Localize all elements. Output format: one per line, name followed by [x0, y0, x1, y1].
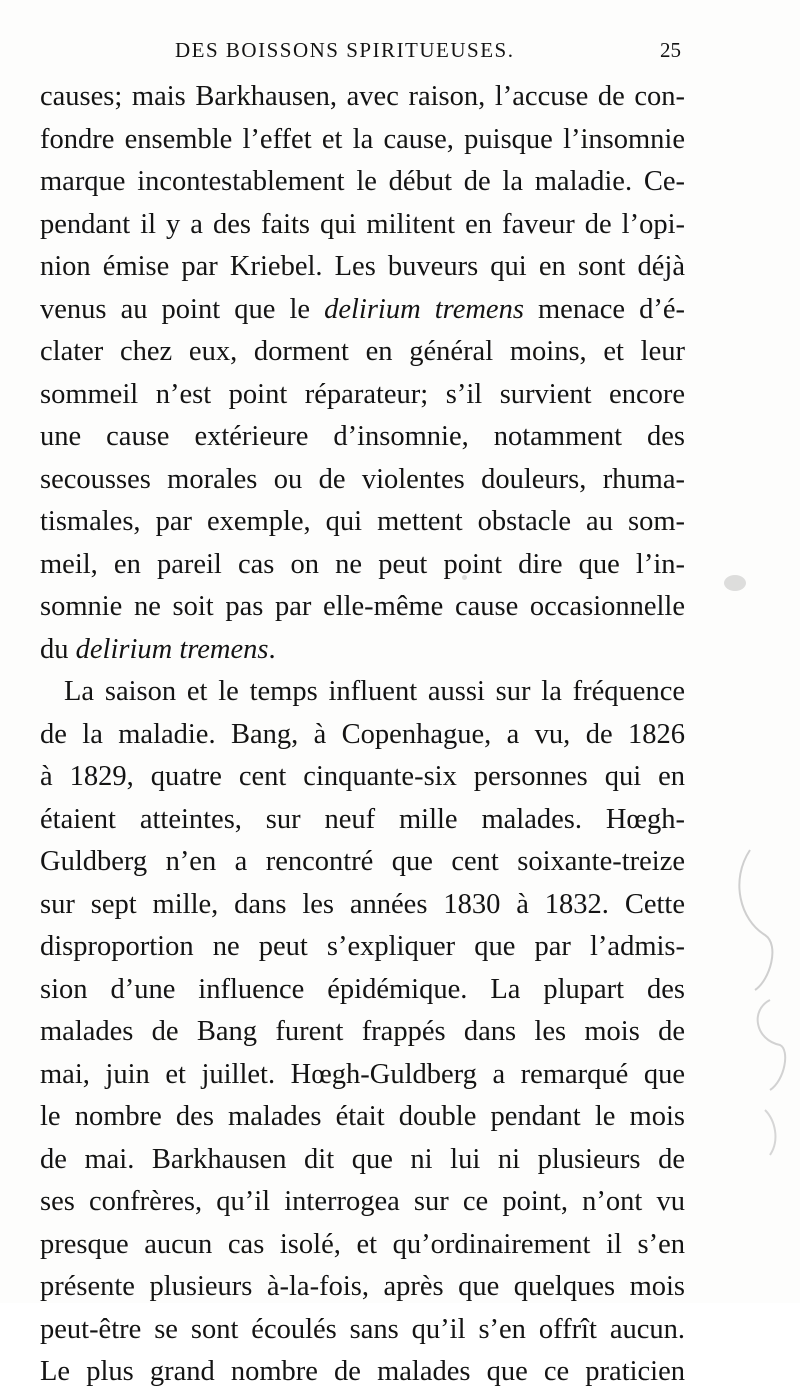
text-run: clater chez eux, dorment en général moins, et leur: [40, 336, 685, 367]
text-run: nion émise par Kriebel. Les buveurs qui en sont déjà: [40, 251, 685, 282]
text-line: [40, 1353, 685, 1396]
text-run: La saison et le temps influent aussi sur la fréquence: [64, 676, 685, 707]
text-line: [40, 716, 685, 759]
italic-term: delirium tremens: [75, 633, 269, 665]
text-run: du: [40, 633, 76, 665]
text-run: tismales, par exemple, qui mettent obstacle au som-: [40, 506, 685, 537]
text-line: [40, 291, 685, 334]
text-line: [40, 333, 685, 376]
text-line: [40, 1141, 685, 1184]
text-run: secousses morales ou de violentes douleurs, rhuma-: [40, 463, 685, 495]
text-run: ses confrères, qu’il interrogea sur ce point, n’ont vu: [40, 1186, 685, 1217]
text-line: [40, 248, 685, 291]
text-run: meil, en pareil cas on ne peut point dire que l’in-: [40, 548, 685, 580]
margin-speck: [724, 575, 746, 591]
text-run: à 1829, quatre cent cinquante-six personnes qui en: [40, 761, 685, 792]
text-run: sommeil n’est point réparateur; s’il survient encore: [40, 378, 685, 410]
text-run: somnie ne soit pas par elle-même cause occasionnelle: [40, 591, 685, 622]
text-line: [40, 1311, 685, 1354]
margin-pencil-scrawl: [710, 840, 800, 1160]
text-run: venus au point que le: [40, 293, 325, 325]
text-line: [40, 1013, 685, 1056]
text-run: étaient atteintes, sur neuf mille malades. Hœgh-: [40, 803, 685, 835]
text-line: [40, 121, 685, 164]
text-run: disproportion ne peut s’expliquer que par l’admis-: [40, 931, 685, 962]
page-header: [40, 38, 685, 68]
text-run: malades de Bang furent frappés dans les mois de: [40, 1016, 685, 1047]
text-line: [40, 503, 685, 546]
text-line: [40, 1226, 685, 1269]
body-text: [40, 78, 685, 1396]
text-line: [40, 376, 685, 419]
text-line: [40, 418, 685, 461]
text-line: [40, 1098, 685, 1141]
text-line: [40, 673, 685, 716]
text-line: [40, 928, 685, 971]
text-run: le nombre des malades était double pendant le mois: [40, 1101, 685, 1132]
text-line: [40, 546, 685, 589]
text-run: marque incontestablement le début de la maladie. Ce-: [40, 166, 685, 197]
text-line: [40, 631, 685, 674]
text-run: de mai. Barkhausen dit que ni lui ni plusieurs de: [40, 1143, 685, 1175]
text-run: presque aucun cas isolé, et qu’ordinairement il s’en: [40, 1228, 685, 1260]
text-line: [40, 1268, 685, 1311]
text-line: [40, 1183, 685, 1226]
page-number: 25: [660, 38, 681, 62]
running-title: DES BOISSONS SPIRITUEUSES.: [175, 38, 515, 62]
text-run: Le plus grand nombre de malades que ce praticien: [40, 1356, 685, 1387]
text-line: [40, 163, 685, 206]
text-line: [40, 886, 685, 929]
text-line: [40, 206, 685, 249]
text-run: présente plusieurs à-la-fois, après que quelques mois: [40, 1271, 685, 1302]
text-run: .: [268, 633, 276, 665]
text-run: une cause extérieure d’insomnie, notamment des: [40, 421, 685, 452]
text-line: [40, 843, 685, 886]
text-run: peut-être se sont écoulés sans qu’il s’en offrît aucun.: [40, 1313, 685, 1345]
margin-speck: [462, 575, 467, 580]
text-run: Guldberg n’en a rencontré que cent soixante-treize: [40, 846, 685, 877]
text-run: sion d’une influence épidémique. La plupart des: [40, 973, 685, 1005]
text-run: mai, juin et juillet. Hœgh-Guldberg a remarqué que: [40, 1058, 685, 1090]
text-run: sur sept mille, dans les années 1830 à 1832. Cette: [40, 888, 685, 920]
italic-term: delirium tremens: [324, 293, 524, 325]
text-line: [40, 588, 685, 631]
text-line: [40, 971, 685, 1014]
text-run: pendant il y a des faits qui militent en faveur de l’opi-: [40, 208, 685, 240]
text-line: [40, 78, 685, 121]
text-line: [40, 801, 685, 844]
text-line: [40, 461, 685, 504]
text-run: fondre ensemble l’effet et la cause, puisque l’insomnie: [40, 123, 685, 155]
text-line: [40, 1056, 685, 1099]
text-run: de la maladie. Bang, à Copenhague, a vu, de 1826: [40, 718, 685, 750]
text-run: causes; mais Barkhausen, avec raison, l’accuse de con-: [40, 81, 685, 112]
text-run: menace d’é-: [523, 293, 685, 325]
text-line: [40, 758, 685, 801]
